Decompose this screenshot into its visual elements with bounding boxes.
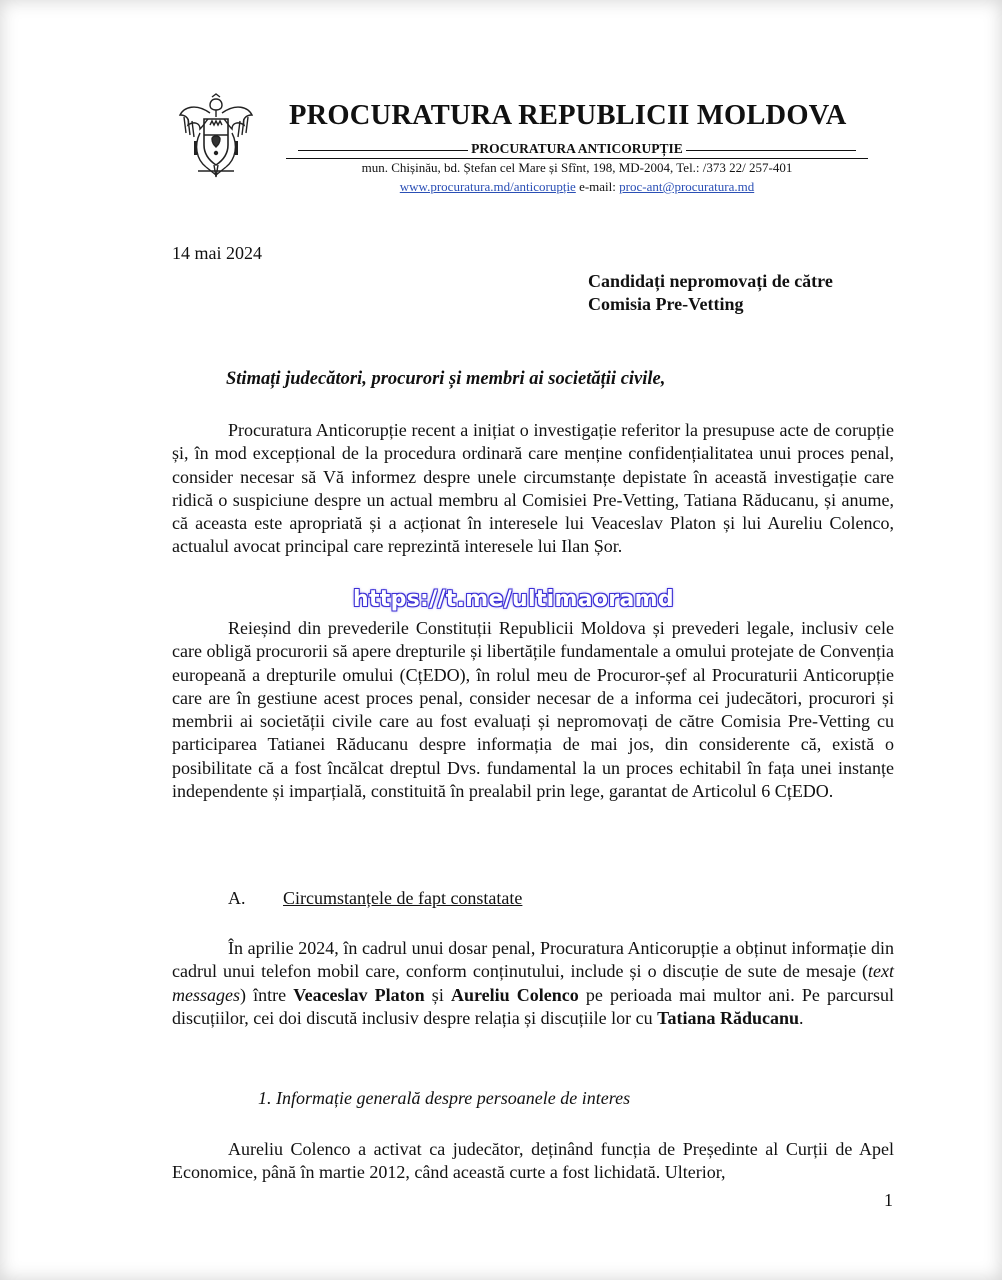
p3-text-c: și bbox=[424, 984, 451, 1005]
email-link[interactable]: proc-ant@procuratura.md bbox=[619, 179, 755, 194]
email-label: e-mail: bbox=[579, 179, 616, 194]
p3-text-a: În aprilie 2024, în cadrul unui dosar penal, Procuratura Anticorupție a obținut informație din cadrul unui telefon mobil care, conform conținutului, include și o discuție de sute de mesaje ( bbox=[172, 938, 894, 982]
moldova-coat-of-arms-icon bbox=[176, 93, 256, 179]
paragraph-4: Aureliu Colenco a activat ca judecător, deținând funcția de Președinte al Curții de Apel Economice, până în martie 2012, când această curte a fost lichidată. Ulterior, bbox=[172, 1139, 894, 1183]
right-rule bbox=[686, 150, 856, 151]
website-link[interactable]: www.procuratura.md/anticorupție bbox=[399, 179, 576, 194]
p3-name-colenco: Aureliu Colenco bbox=[450, 984, 579, 1005]
paragraph-3 bbox=[172, 937, 894, 1030]
section-title: Circumstanțele de fapt constatate bbox=[283, 888, 523, 908]
p3-text-e: . bbox=[799, 1007, 804, 1028]
p3-name-raducanu: Tatiana Răducanu bbox=[657, 1007, 800, 1028]
p3-text-d: pe perioada mai multor ani. Pe parcursul discuțiilor, cei doi discută inclusiv despre relația și discuțiile lor cu bbox=[172, 984, 895, 1028]
paragraph-1: Procuratura Anticorupție recent a inițiat o investigație referitor la presupuse acte de corupție și, în mod excepțional de la procedura ordinară care menține confidențialitatea unui proces penal, consider necesar să Vă informez despre unele circumstanțe depistate în această investigație care ridică o suspiciune despre un actual membru al Comisiei Pre-Vetting, Tatiana Răducanu, și anume, că aceasta este apropriată și a acționat în interesele lui Veaceslav Platon și lui Aureliu Colenco, actualul avocat principal care reprezintă interesele lui Ilan Șor. bbox=[172, 420, 894, 557]
recipient-line-1: Candidați nepromovați de către bbox=[588, 271, 833, 291]
contact-line bbox=[286, 179, 868, 195]
p3-italic: text messages bbox=[172, 961, 894, 1005]
recipient-line-2: Comisia Pre-Vetting bbox=[588, 294, 744, 314]
header-divider bbox=[286, 158, 868, 159]
section-letter: A. bbox=[228, 888, 246, 908]
department-line bbox=[286, 141, 868, 157]
subsection-1-heading: 1. Informație generală despre persoanele de interes bbox=[258, 1088, 631, 1108]
paragraph-2: Reieșind din prevederile Constituții Republicii Moldova și prevederi legale, inclusiv cele care obligă procurorii să apere drepturile și libertățile fundamentale a omului protejate de Convenția europeană a drepturile omului (CțEDO), în rolul meu de Procuror-șef al Procuraturii Anticorupție care are în gestiune acest proces penal, consider necesar de a informa cei judecători, procurori și membrii ai societății civile care au fost evaluați și nepromovați de către Comisia Pre-Vetting cu participarea Tatianei Răducanu despre informația de mai jos, din considerente că, există o posibilitate că a fost încălcat dreptul Dvs. fundamental la un proces echitabil în fața unei instanțe independente și imparțială, constituită în prealabil prin lege, garantat de Articolul 6 CțEDO. bbox=[172, 618, 894, 802]
p3-text-b: ) între bbox=[240, 984, 294, 1005]
page-number: 1 bbox=[884, 1190, 893, 1210]
recipient-block bbox=[588, 270, 833, 316]
left-rule bbox=[298, 150, 468, 151]
section-a-heading bbox=[228, 888, 522, 909]
postal-address: mun. Chișinău, bd. Ștefan cel Mare și Sfînt, 198, MD-2004, Tel.: /373 22/ 257-401 bbox=[361, 160, 793, 175]
salutation: Stimați judecători, procurori și membri ai societății civile, bbox=[226, 369, 666, 389]
institution-title: PROCURATURA REPUBLICII MOLDOVA bbox=[289, 100, 847, 131]
p3-name-platon: Veaceslav Platon bbox=[293, 984, 425, 1005]
letter-date: 14 mai 2024 bbox=[172, 243, 262, 263]
telegram-watermark: https://t.me/ultimaoramd bbox=[353, 587, 674, 612]
department-name: PROCURATURA ANTICORUPȚIE bbox=[471, 141, 683, 156]
